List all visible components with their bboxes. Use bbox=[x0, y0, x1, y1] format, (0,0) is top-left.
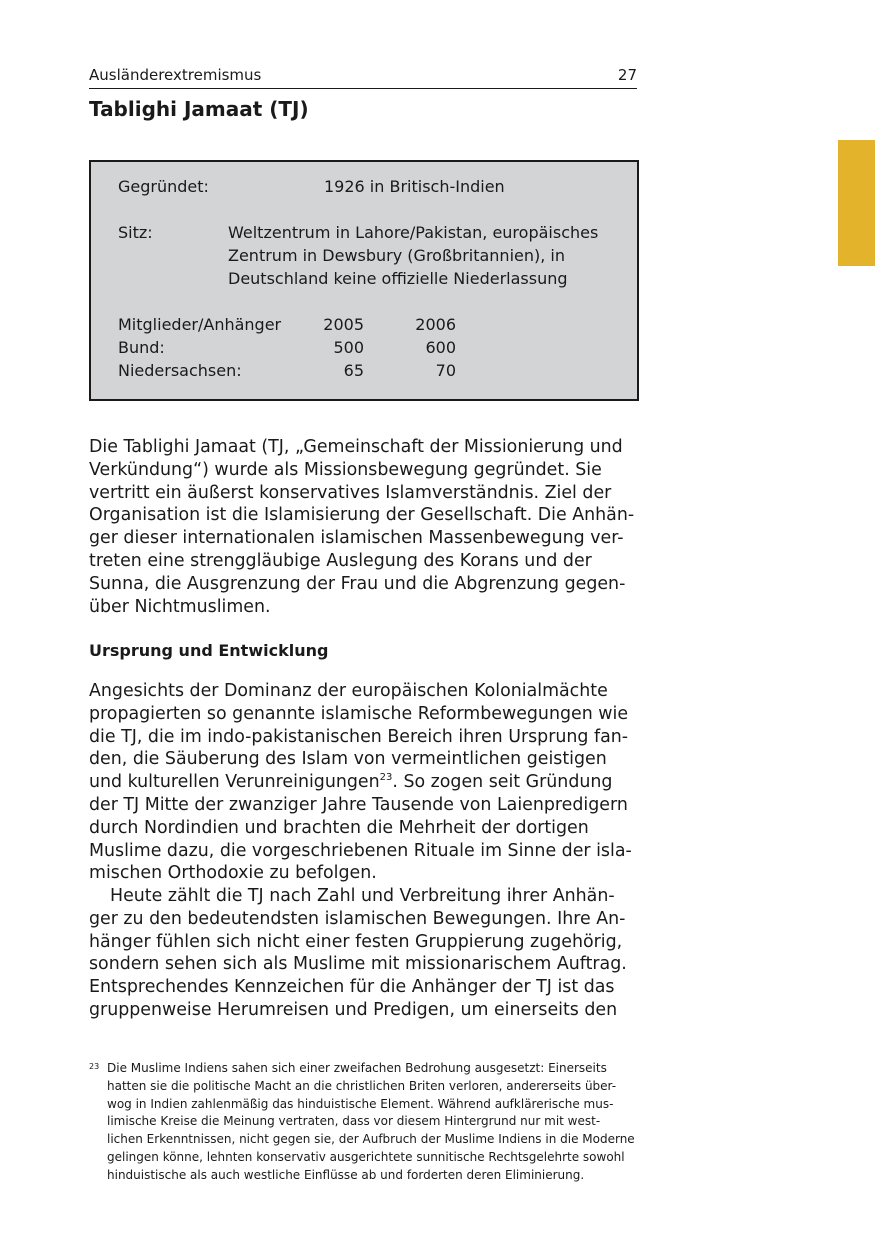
seat-line: Deutschland keine offizielle Niederlassung bbox=[228, 269, 568, 288]
seat-line: Weltzentrum in Lahore/Pakistan, europäisches bbox=[228, 223, 599, 242]
origin-paragraph-2: Heute zählt die TJ nach Zahl und Verbreitung ihrer Anhän- ger zu den bedeutendsten islamischen Bewegungen. Ihre An- hänger fühlen sich nicht einer festen Gruppierung zugehörig, sondern sehen sich als Muslime mit missionarischem Auftrag. Entsprechendes Kennzeichen für die Anhänger der TJ ist das gruppenweise Herumreisen und Predigen, um einerseits den bbox=[89, 886, 627, 1020]
origin-paragraph-1: Angesichts der Dominanz der europäischen Kolonialmächte propagierten so genannte islamische Reformbewegungen wie die TJ, die im indo-pakistanischen Bereich ihren Ursprung fan- den, die Säuberung des Islam von vermeintlichen geistigen und kulturellen Verunreinigungen$^{23}$. So zogen seit Gründung der TJ Mitte der zwanziger Jahre Tausende von Laienpredigern durch Nordindien und brachten die Mehrheit der dortigen Muslime dazu, die vorgeschriebenen Rituale im Sinne der isla- mischen Orthodoxie zu befolgen. bbox=[89, 681, 632, 884]
section-title: Tablighi Jamaat (TJ) bbox=[89, 97, 309, 121]
footnote-number: 23 bbox=[89, 1062, 100, 1071]
footnote-text: Die Muslime Indiens sahen sich einer zweifachen Bedrohung ausgesetzt: Einerseits hatten sie die politische Macht an die christlichen Briten verloren, andererseits über- wog in Indien zahlenmäßig das hinduistische Element. Während aufklärerische mus- limische Kreise die Meinung vertraten, dass vor diesem Hintergrund nur mit west- lichen Erkenntnissen, nicht gegen sie, der Aufbruch der Muslime Indiens in die Moderne gelingen könne, lehnten konservativ ausgerichtete sunnitische Rechtsgelehrte sowohl hinduistische als auch westliche Einflüsse ab und forderten deren Eliminierung. bbox=[107, 1061, 635, 1182]
niedersachsen-2005-value: 65 bbox=[343, 361, 364, 380]
running-header bbox=[89, 66, 637, 89]
intro-paragraph: Die Tablighi Jamaat (TJ, „Gemeinschaft der Missionierung und Verkündung“) wurde als Missionsbewegung gegründet. Sie vertritt ein äußerst konservatives Islamverständnis. Ziel der Organisation ist die Islamisierung der Gesellschaft. Die Anhän- ger dieser internationalen islamischen Massenbewegung ver- treten eine strenggläubige Auslegung des Korans und der Sunna, die Ausgrenzung der Frau und die Abgrenzung gegen- über Nichtmuslimen. bbox=[89, 437, 635, 617]
year-2006-header: 2006 bbox=[415, 315, 456, 334]
bund-2006-value: 600 bbox=[425, 338, 456, 357]
bund-2005-value: 500 bbox=[333, 338, 364, 357]
founded-label: Gegründet: bbox=[118, 177, 209, 196]
page-number: 27 bbox=[617, 66, 637, 84]
footnote bbox=[89, 1060, 637, 1185]
seat-label: Sitz: bbox=[118, 223, 153, 242]
chapter-tab-marker bbox=[838, 140, 875, 266]
footnote-reference[interactable]: 23 bbox=[379, 772, 393, 784]
running-title: Ausländerextremismus bbox=[89, 66, 262, 84]
row-label-bund: Bund: bbox=[118, 338, 165, 357]
row-label-niedersachsen: Niedersachsen: bbox=[118, 361, 242, 380]
year-2005-header: 2005 bbox=[323, 315, 364, 334]
seat-line: Zentrum in Dewsbury (Großbritannien), in bbox=[228, 246, 565, 265]
members-label: Mitglieder/Anhänger bbox=[118, 315, 282, 334]
founded-value: 1926 in Britisch-Indien bbox=[324, 177, 505, 196]
fact-box bbox=[89, 160, 639, 401]
subheading-origin: Ursprung und Entwicklung bbox=[89, 641, 329, 660]
niedersachsen-2006-value: 70 bbox=[435, 361, 456, 380]
